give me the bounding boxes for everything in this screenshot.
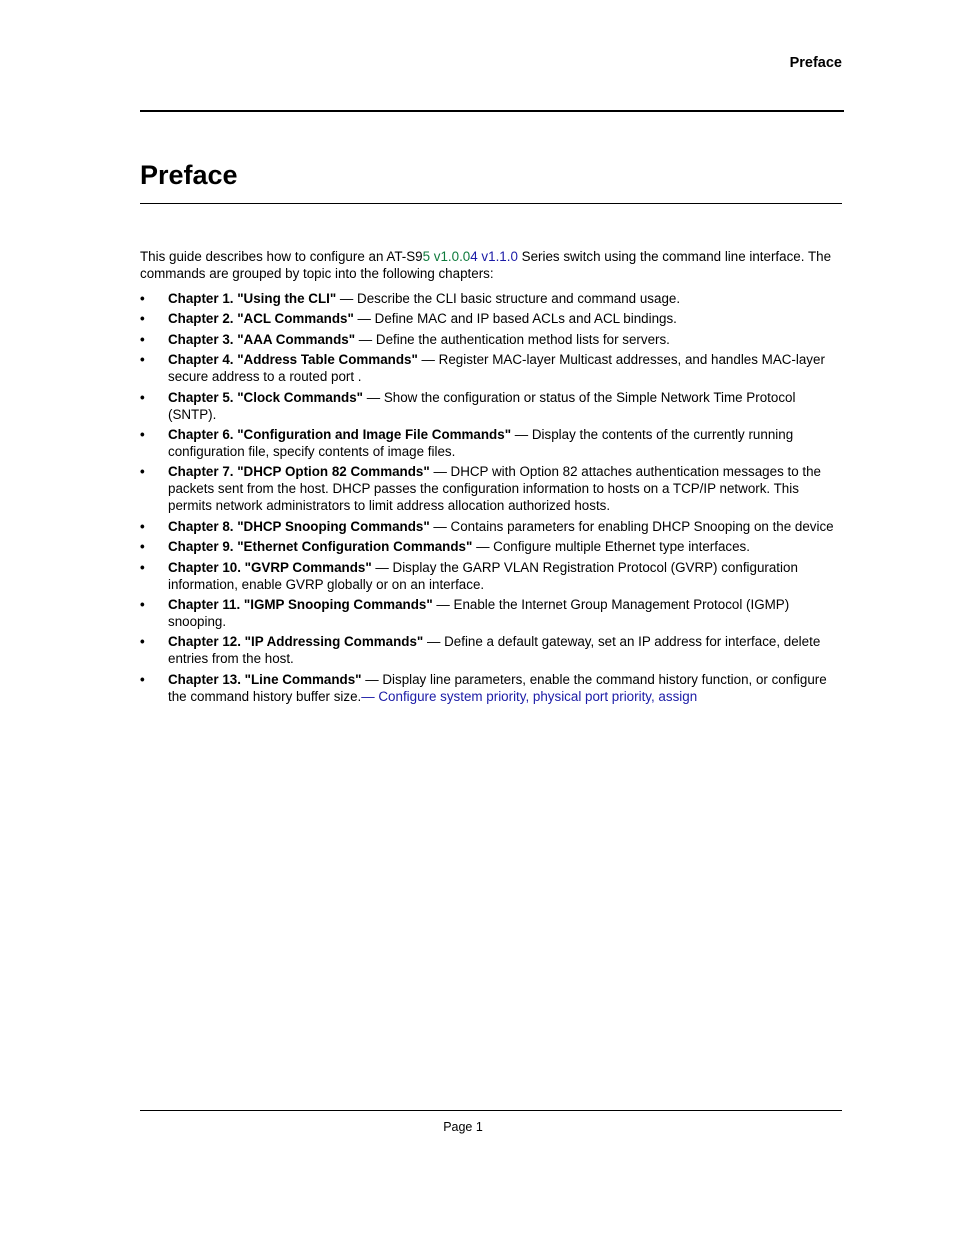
- chapter-title: Chapter 12. "IP Addressing Commands": [168, 634, 424, 650]
- bullet-icon: •: [140, 634, 145, 650]
- chapter-title: Chapter 13. "Line Commands": [168, 671, 362, 687]
- chapter-title: Chapter 2. "ACL Commands": [168, 311, 354, 327]
- bullet-icon: •: [140, 596, 145, 612]
- chapter-list-item: [140, 633, 845, 667]
- chapter-title: Chapter 11. "IGMP Snooping Commands": [168, 596, 433, 612]
- intro-revision-blue: 4 v1.1.0: [470, 249, 518, 264]
- chapter-title: Chapter 8. "DHCP Snooping Commands": [168, 518, 430, 534]
- page-title: Preface: [140, 160, 238, 190]
- chapter-title: Chapter 1. "Using the CLI": [168, 291, 337, 306]
- chapter-description: — Define the authentication method lists for servers.: [355, 331, 670, 347]
- chapter-list-item: [140, 426, 845, 460]
- bullet-icon: •: [140, 331, 145, 347]
- bullet-icon: •: [140, 539, 145, 555]
- title-rule: [140, 203, 842, 204]
- chapter-description: — Configure multiple Ethernet type interfaces.: [472, 539, 750, 555]
- intro-text-2: Series switch using the command line interface. The commands are grouped by topic into the following chapters:: [140, 249, 832, 281]
- chapter-title: Chapter 9. "Ethernet Configuration Commands": [168, 539, 473, 555]
- running-header-title: Preface: [789, 55, 842, 71]
- chapter-list-item: [140, 331, 845, 348]
- bullet-icon: •: [140, 671, 145, 687]
- chapter-list-item: [140, 596, 845, 630]
- bullet-icon: •: [140, 291, 145, 306]
- chapter-list-item: [140, 463, 845, 514]
- chapter-description: — Show the configuration or status of the Simple Network Time Protocol (SNTP).: [168, 389, 796, 422]
- chapter-list-item: [140, 559, 845, 593]
- chapter-description: — Display line parameters, enable the command history function, or configure the command history buffer size.: [168, 671, 827, 704]
- chapter-description: — Describe the CLI basic structure and command usage.: [336, 291, 681, 306]
- bullet-icon: •: [140, 389, 145, 405]
- chapter-title: Chapter 10. "GVRP Commands": [168, 559, 372, 575]
- bullet-icon: •: [140, 311, 145, 327]
- chapter-title: Chapter 4. "Address Table Commands": [168, 352, 418, 368]
- chapter-list-item: [140, 518, 845, 535]
- footer-rule: [140, 1110, 842, 1111]
- chapter-list-item: [140, 310, 845, 327]
- chapter-description: — Contains parameters for enabling DHCP Snooping on the device: [429, 518, 834, 534]
- chapter-description: — Enable the Internet Group Management Protocol (IGMP) snooping.: [168, 596, 790, 629]
- chapter-list-item: [140, 290, 845, 307]
- bullet-icon: •: [140, 518, 145, 534]
- chapter-description-revision: — Configure system priority, physical port priority, assign: [361, 688, 698, 704]
- chapter-description: — Display the GARP VLAN Registration Protocol (GVRP) configuration information, enable GVRP globally or on an interface.: [168, 559, 798, 592]
- chapter-description: — Define a default gateway, set an IP address for interface, delete entries from the host.: [168, 634, 821, 667]
- page-number: Page 1: [443, 1120, 483, 1134]
- chapter-description: — Display the contents of the currently running configuration file, specify contents of image files.: [168, 426, 794, 459]
- bullet-icon: •: [140, 559, 145, 575]
- chapter-list-item: [140, 351, 845, 385]
- chapter-description: — Register MAC-layer Multicast addresses, and handles MAC-layer secure address to a routed port .: [168, 352, 825, 385]
- chapter-title: Chapter 5. "Clock Commands": [168, 389, 364, 405]
- chapter-description: — DHCP with Option 82 attaches authentication messages to the packets sent from the host. DHCP passes the configuration information to hosts on a TCP/IP network. This permits network administrators to limit address allocation authorized hosts.: [168, 464, 821, 514]
- chapter-list: [140, 290, 845, 708]
- intro-revision-green: 5 v1.0.0: [422, 249, 471, 264]
- chapter-title: Chapter 3. "AAA Commands": [168, 331, 356, 347]
- header-rule: [140, 110, 844, 112]
- bullet-icon: •: [140, 352, 145, 368]
- intro-paragraph: [140, 248, 845, 282]
- bullet-icon: •: [140, 426, 145, 442]
- bullet-icon: •: [140, 464, 145, 480]
- chapter-description: — Define MAC and IP based ACLs and ACL bindings.: [353, 311, 677, 327]
- intro-text-1: This guide describes how to configure an AT-S9: [140, 249, 423, 264]
- chapter-list-item: [140, 671, 845, 705]
- chapter-list-item: [140, 389, 845, 423]
- chapter-title: Chapter 7. "DHCP Option 82 Commands": [168, 464, 430, 480]
- chapter-list-item: [140, 538, 845, 555]
- chapter-title: Chapter 6. "Configuration and Image File Commands": [168, 426, 512, 442]
